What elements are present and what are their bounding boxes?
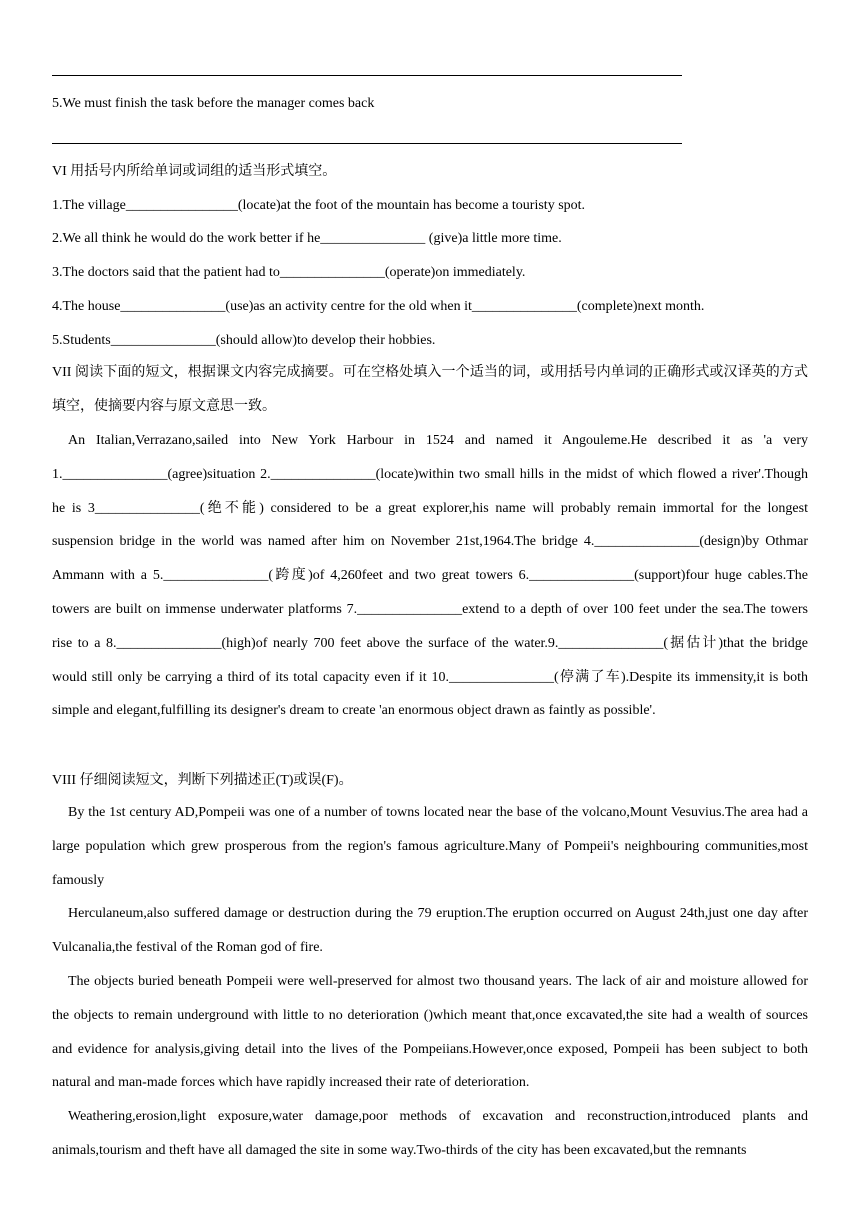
section-8-paragraph-2: Herculaneum,also suffered damage or destruction during the 79 eruption.The eruption occurred on August 24th,just one day after Vulcanalia,the festival of the Roman god of fire. (52, 906, 808, 955)
section-6-title: VI 用括号内所给单词或词组的适当形式填空。 (52, 164, 337, 179)
section-6-item-1: 1.The village________________(locate)at the foot of the mountain has become a touristy spot. (52, 198, 586, 213)
question-5: 5.We must finish the task before the manager comes back (52, 96, 375, 111)
answer-line (52, 143, 682, 144)
section-6-item-5: 5.Students_______________(should allow)to develop their hobbies. (52, 333, 436, 348)
section-8-paragraph-1: By the 1st century AD,Pompeii was one of a number of towns located near the base of the volcano,Mount Vesuvius.The area had a large population which grew prosperous from the region's famous agriculture.Many of Pompeii's neighbouring communities,most famously (52, 805, 808, 888)
section-8-paragraph-4: Weathering,erosion,light exposure,water damage,poor methods of excavation and reconstruction,introduced plants and animals,tourism and theft have all damaged the site in some way.Two-thirds of the city has been excavated,but the remnants (52, 1109, 808, 1158)
section-6-item-2: 2.We all think he would do the work better if he_______________ (give)a little more time. (52, 231, 562, 246)
section-6-item-3: 3.The doctors said that the patient had to_______________(operate)on immediately. (52, 265, 526, 280)
section-6-item-4: 4.The house_______________(use)as an activity centre for the old when it_______________(complete)next month. (52, 299, 705, 314)
section-8-title: VIII 仔细阅读短文，判断下列描述正(T)或误(F)。 (52, 773, 353, 788)
section-7-passage: An Italian,Verrazano,sailed into New York Harbour in 1524 and named it Angouleme.He described it as 'a very 1._______________(agree)situation 2._______________(locate)within two small hills in the midst of which flowed a river'.Though he is 3_______________(绝不能) considered to be a great explorer,his name will probably remain immortal for the longest suspension bridge in the world was named after him on November 21st,1964.The bridge 4._______________(design)by Othmar Ammann with a 5._______________(跨度)of 4,260feet and two great towers 6._______________(support)four huge cables.The towers are built on immense underwater platforms 7._______________extend to a depth of over 100 feet under the sea.The towers rise to a 8._______________(high)of nearly 700 feet above the surface of the water.9._______________(据估计)that the bridge would still only be carrying a third of its total capacity even if it 10._______________(停满了车).Despite its immensity,it is both simple and elegant,fulfilling its designer's dream to create 'an enormous object drawn as faintly as possible'. (52, 433, 808, 719)
section-7-title: VII 阅读下面的短文，根据课文内容完成摘要。可在空格处填入一个适当的词，或用括号内单词的正确形式或汉译英的方式填空，使摘要内容与原文意思一致。 (52, 365, 808, 414)
section-8-paragraph-3: The objects buried beneath Pompeii were well-preserved for almost two thousand years. The lack of air and moisture allowed for the objects to remain underground with little to no deterioration ()which meant that,once excavated,the site had a wealth of sources and evidence for analysis,giving detail into the lives of the Pompeiians.However,once exposed, Pompeii has been subject to both natural and man-made forces which have rapidly increased their rate of deterioration. (52, 974, 808, 1091)
answer-line (52, 75, 682, 76)
